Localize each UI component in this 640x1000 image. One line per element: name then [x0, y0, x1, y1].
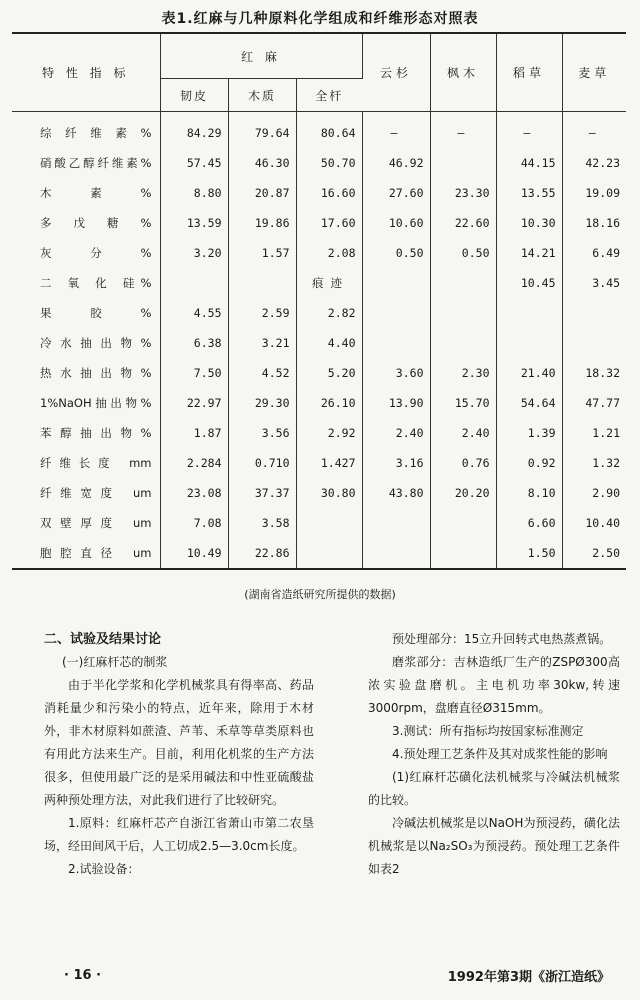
row-label: 木 素 %	[12, 178, 160, 208]
table-cell: 23.30	[430, 178, 496, 208]
row-label: 双壁厚度 um	[12, 508, 160, 538]
paragraph-intro: 由于半化学浆和化学机械浆具有得率高、药品消耗量少和污染小的特点，近年来，除用于木材外，非木材原料如蔗渣、芦苇、禾草等草类原料也有用此方法来生产。目前，利用化机浆的生产方法很多，但使用最广泛的是采用碱法和中性亚硫酸盐两种预处理方法，对此我们进行了比较研究。	[44, 678, 314, 807]
table-cell: 4.52	[228, 358, 296, 388]
table-cell: 19.09	[585, 186, 620, 200]
row-label: 纤维长度 mm	[12, 448, 160, 478]
table-cell: 57.45	[160, 148, 228, 178]
right-text-column	[368, 628, 620, 881]
row-label: 热水抽出物%	[12, 358, 160, 388]
table-cell	[362, 268, 430, 298]
table-cell: 18.32	[585, 366, 620, 380]
section-heading: 二、试验及结果讨论	[44, 632, 162, 647]
row-label: 硝酸乙醇纤维素%	[12, 148, 160, 178]
left-text-column	[44, 628, 314, 881]
table-cell	[562, 328, 626, 358]
table-cell: 10.49	[160, 538, 228, 568]
row-label: 多 戊 糖 %	[12, 208, 160, 238]
table-cell: 10.45	[496, 268, 562, 298]
paragraph-pretreatment: 预处理部分：15立升回转式电热蒸煮锅。	[392, 632, 612, 646]
table-cell	[362, 298, 430, 328]
table-cell: 17.60	[296, 208, 362, 238]
table-cell	[430, 538, 496, 568]
table-cell: 0.92	[496, 448, 562, 478]
table-cell: 46.92	[362, 148, 430, 178]
table-cell: 21.40	[496, 358, 562, 388]
table-cell: 18.16	[585, 216, 620, 230]
journal-issue: 1992年第3期《浙江造纸》	[447, 970, 610, 985]
table-cell: 2.40	[430, 418, 496, 448]
table-cell: 2.82	[296, 298, 362, 328]
table-row	[12, 358, 626, 388]
table-cell: 3.16	[362, 448, 430, 478]
table-cell: 20.20	[430, 478, 496, 508]
table-cell: 4.55	[160, 298, 228, 328]
table-cell: 27.60	[362, 178, 430, 208]
table-row	[12, 208, 626, 238]
table-row	[12, 298, 626, 328]
header-wheat-straw: 麦草	[562, 34, 626, 112]
table-cell	[296, 508, 362, 538]
table-title: 表1.红麻与几种原料化学组成和纤维形态对照表	[161, 11, 479, 27]
table-cell	[430, 298, 496, 328]
table-cell: 1.87	[160, 418, 228, 448]
table-cell: 54.64	[496, 388, 562, 418]
table-cell: 1.39	[496, 418, 562, 448]
table-cell: 2.90	[592, 486, 620, 500]
table-cell: —	[430, 112, 496, 149]
header-bark: 韧皮	[160, 79, 228, 112]
table-cell: 2.08	[296, 238, 362, 268]
table-row	[12, 238, 626, 268]
paragraph-testing: 3.测试：所有指标均按国家标准测定	[392, 724, 584, 738]
paragraph-conditions: 4.预处理工艺条件及其对成浆性能的影响	[392, 747, 608, 761]
table-cell: 13.90	[362, 388, 430, 418]
table-cell: 10.60	[362, 208, 430, 238]
table-row	[12, 478, 626, 508]
table-cell	[362, 328, 430, 358]
table-cell: 1.21	[592, 426, 620, 440]
table-cell: 37.37	[228, 478, 296, 508]
paragraph-comparison: (1)红麻杆芯磺化法机械浆与冷碱法机械浆的比较。	[368, 770, 620, 807]
table-cell: 3.58	[228, 508, 296, 538]
table-cell: 79.64	[228, 112, 296, 149]
table-cell	[430, 148, 496, 178]
table-cell: 0.50	[362, 238, 430, 268]
table-cell: 6.60	[496, 508, 562, 538]
table-cell: 2.59	[228, 298, 296, 328]
table-cell: 46.30	[228, 148, 296, 178]
table-cell: 29.30	[228, 388, 296, 418]
table-cell: 26.10	[296, 388, 362, 418]
table-cell: 1.32	[592, 456, 620, 470]
table-cell: 3.60	[362, 358, 430, 388]
table-cell: 痕 迹	[296, 268, 362, 298]
table-row	[12, 178, 626, 208]
table-cell: 3.21	[228, 328, 296, 358]
table-cell: 22.86	[228, 538, 296, 568]
table-cell: 22.60	[430, 208, 496, 238]
table-cell: 7.08	[160, 508, 228, 538]
table-cell: 22.97	[160, 388, 228, 418]
table-cell: 13.59	[160, 208, 228, 238]
paragraph-equipment: 2.试验设备：	[68, 862, 140, 876]
comparison-table	[12, 32, 626, 570]
header-maple: 枫木	[430, 34, 496, 112]
table-cell: —	[496, 112, 562, 149]
table-cell: 2.50	[592, 546, 620, 560]
table-cell: 2.284	[160, 448, 228, 478]
table-cell: 6.49	[592, 246, 620, 260]
table-cell: 1.427	[296, 448, 362, 478]
table-cell: 42.23	[585, 156, 620, 170]
table-cell: 2.40	[362, 418, 430, 448]
row-label: 冷水抽出物%	[12, 328, 160, 358]
row-label: 苯醇抽出物%	[12, 418, 160, 448]
table-cell	[362, 508, 430, 538]
header-kenaf: 红 麻	[160, 34, 362, 79]
table-cell: 80.64	[296, 112, 362, 149]
table-row	[12, 388, 626, 418]
table-cell: 8.80	[160, 178, 228, 208]
table-cell: 16.60	[296, 178, 362, 208]
table-cell: 8.10	[496, 478, 562, 508]
header-rice-straw: 稻草	[496, 34, 562, 112]
table-cell: 3.45	[592, 276, 620, 290]
table-cell	[496, 328, 562, 358]
table-cell	[160, 268, 228, 298]
paragraph-materials: 1.原料：红麻杆芯产自浙江省萧山市第二农垦场，经田间风干后，人工切成2.5—3.0cm长度。	[44, 816, 314, 853]
table-cell: 13.55	[496, 178, 562, 208]
row-label: 二 氧 化 硅%	[12, 268, 160, 298]
row-label: 胞腔直径 um	[12, 538, 160, 568]
paragraph-impregnation: 冷碱法机械浆是以NaOH为预浸药，磺化法机械浆是以Na₂SO₃为预浸药。预处理工艺条件如表2	[368, 816, 620, 876]
table-cell: 3.20	[160, 238, 228, 268]
paragraph-refining: 磨浆部分：吉林造纸厂生产的ZSPØ300高浓实验盘磨机。主电机功率30kw,转速3000rpm，盘磨直径Ø315mm。	[368, 655, 620, 715]
table-cell: —	[588, 126, 596, 140]
table-cell: 2.92	[296, 418, 362, 448]
table-cell: 0.50	[430, 238, 496, 268]
header-property: 特 性 指 标	[12, 34, 160, 112]
subsection-heading: (一)红麻杆芯的制浆	[62, 655, 168, 669]
table-cell: 2.30	[430, 358, 496, 388]
table-cell: 10.40	[585, 516, 620, 530]
table-cell: —	[362, 112, 430, 149]
table-cell: 1.57	[228, 238, 296, 268]
table-cell	[496, 298, 562, 328]
table-cell: 4.40	[296, 328, 362, 358]
table-cell: 10.30	[496, 208, 562, 238]
table-cell	[296, 538, 362, 568]
page-number: · 16 ·	[64, 968, 102, 983]
header-core: 木质	[228, 79, 296, 112]
table-row	[12, 448, 626, 478]
table-cell: 23.08	[160, 478, 228, 508]
table-cell: 50.70	[296, 148, 362, 178]
table-cell: 14.21	[496, 238, 562, 268]
table-row	[12, 328, 626, 358]
table-cell: 6.38	[160, 328, 228, 358]
table-cell: 44.15	[496, 148, 562, 178]
table-row	[12, 148, 626, 178]
table-cell: 5.20	[296, 358, 362, 388]
header-whole: 全杆	[296, 79, 362, 112]
table-row	[12, 418, 626, 448]
table-cell: 15.70	[430, 388, 496, 418]
table-cell	[228, 268, 296, 298]
table-cell: 20.87	[228, 178, 296, 208]
row-label: 果 胶 %	[12, 298, 160, 328]
table-cell: 30.80	[296, 478, 362, 508]
row-label: 1%NaOH抽出物%	[12, 388, 160, 418]
table-cell	[562, 298, 626, 328]
table-cell	[430, 268, 496, 298]
table-row	[12, 268, 626, 298]
row-label: 灰 分 %	[12, 238, 160, 268]
table-source-note: (湖南省造纸研究所提供的数据)	[244, 588, 396, 601]
table-row	[12, 508, 626, 538]
table-cell: 19.86	[228, 208, 296, 238]
row-label: 纤维宽度 um	[12, 478, 160, 508]
table-cell: 0.76	[430, 448, 496, 478]
table-cell: 3.56	[228, 418, 296, 448]
table-row	[12, 112, 626, 149]
table-cell: 1.50	[496, 538, 562, 568]
table-cell: 7.50	[160, 358, 228, 388]
table-cell	[430, 328, 496, 358]
table-cell: 84.29	[160, 112, 228, 149]
table-row	[12, 538, 626, 568]
table-body	[12, 112, 626, 569]
table-cell	[430, 508, 496, 538]
row-label: 综纤维素%	[12, 112, 160, 149]
table-cell: 47.77	[585, 396, 620, 410]
table-cell: 0.710	[228, 448, 296, 478]
table-cell	[362, 538, 430, 568]
header-spruce: 云杉	[362, 34, 430, 112]
table-cell: 43.80	[362, 478, 430, 508]
